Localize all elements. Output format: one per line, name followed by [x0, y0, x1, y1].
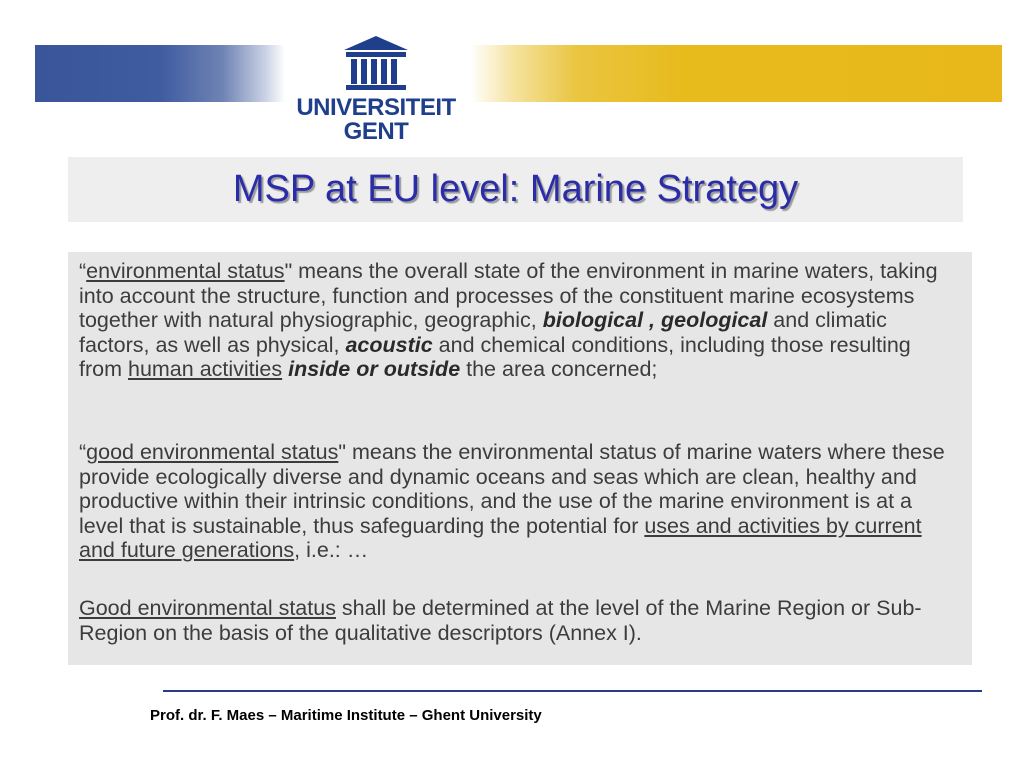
definition-environmental-status	[79, 259, 949, 382]
definition-good-environmental-status	[79, 440, 949, 563]
term-human-activities: human activities	[127, 357, 283, 381]
term-environmental-status: environmental status	[86, 259, 285, 283]
logo-text-line1: UNIVERSITEIT	[296, 94, 456, 121]
university-logo	[296, 34, 456, 152]
good-status-determination	[79, 596, 949, 645]
term-good-environmental-status: Good environmental status	[79, 596, 336, 620]
footer-credit: Prof. dr. F. Maes – Maritime Institute – Ghent University	[150, 707, 542, 724]
term-uses-and-activities: uses and activities by current and future generations	[79, 513, 922, 562]
text: the area concerned;	[460, 357, 658, 381]
emphasis-inside-or-outside: inside or outside	[288, 357, 461, 381]
text: " means the environmental status of marine waters where these provide ecologically diverse and dynamic oceans and seas which are clean, healthy and productive within their intrinsic conditions, and the use of the marine environment is at a level that is sustainable, thus safeguarding the potential for	[79, 440, 945, 538]
text: and climatic factors, as well as physical,	[79, 308, 887, 357]
slide-title: MSP at EU level: Marine Strategy	[232, 168, 799, 210]
title-box	[68, 157, 963, 222]
text: , i.e.: …	[294, 538, 369, 562]
emphasis-biological-geological: biological , geological	[542, 308, 768, 332]
text: " means the overall state of the environment in marine waters, taking into account the structure, function and processes of the constituent marine ecosystems together with natural physiographic, geographic,	[79, 259, 938, 332]
text: and chemical conditions, including those resulting from	[79, 332, 911, 381]
open-quote: “	[79, 440, 87, 464]
content-box	[68, 252, 972, 665]
emphasis-acoustic: acoustic	[345, 332, 433, 357]
term-good-environmental-status: good environmental status	[86, 440, 339, 464]
text: shall be determined at the level of the Marine Region or Sub-Region on the basis of the qualitative descriptors (Annex I).	[79, 596, 922, 645]
temple-icon	[342, 34, 410, 92]
banner-blue-stripe	[35, 45, 285, 102]
open-quote: “	[79, 259, 87, 283]
footer-divider	[163, 690, 982, 692]
banner-yellow-stripe	[470, 45, 1002, 102]
logo-text-line2: GENT	[343, 118, 409, 145]
